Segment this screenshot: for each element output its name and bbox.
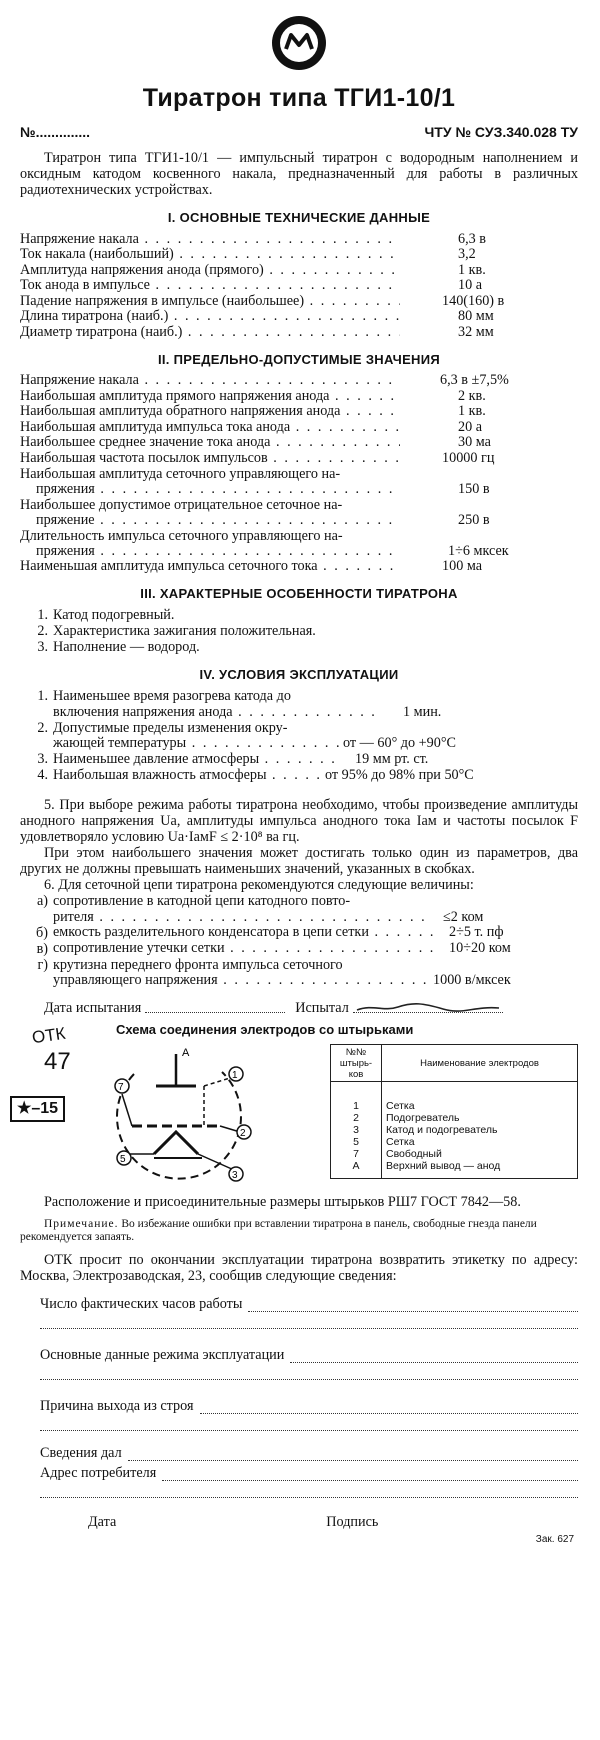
limit-label: Наибольшая амплитуда обратного напряжения анода . . . — [20, 403, 400, 419]
spec-value: 6,3 в — [458, 230, 486, 247]
list-item: 2. Характеристика зажигания положительная. — [37, 623, 316, 639]
limit-row-multiline — [20, 466, 578, 497]
list-item: 1. Катод подогревный. — [37, 607, 175, 623]
intro-paragraph: Тиратрон типа ТГИ1-10/1 — импульсный тиратрон с водородным наполнением и оксидным катодом косвенного накала, предназначенный для работы в различных радиотехнических устройствах. — [20, 150, 578, 198]
limit-label: Наименьшая амплитуда импульса сеточного тока . . . — [20, 558, 400, 574]
paragraph-5b: При этом наибольшего значения может достигать только один из параметров, два других не должны превышать наименьших значений, указанных в скобках. — [20, 845, 578, 877]
pin-label: 2 — [240, 1128, 246, 1139]
limit-label-line2: пряжение . . . — [20, 512, 400, 528]
spec-label: Ток накала (наибольший) . . . — [20, 246, 400, 262]
note-label: Примечание. — [44, 1218, 119, 1230]
spec-value: 1 кв. — [458, 261, 486, 278]
section-2-table — [20, 373, 578, 575]
limit-row — [20, 388, 578, 404]
signature-line — [20, 1514, 578, 1530]
limit-row-multiline — [20, 497, 578, 528]
page-title: Тиратрон типа ТГИ1-10/1 — [142, 84, 456, 112]
limit-row-multiline — [20, 528, 578, 559]
manufacturer-logo — [270, 14, 328, 72]
field-address-extra-line[interactable] — [40, 1481, 578, 1498]
date-label: Дата — [88, 1514, 117, 1530]
limit-label-line2: пряжения . . . — [20, 481, 400, 497]
number-label: №.............. — [20, 124, 91, 140]
paragraph-5: 5. При выборе режима работы тиратрона необходимо, чтобы произведение амплитуды анодного напряжения Ua, амплитуды импульса анодного тока Iам и частоты посылок F удовлетворяло условию Ua·IамF ≤ 2·10⁸ ва гц. — [20, 797, 578, 845]
list-item: 1. Наименьшее время разогрева катода до включения напряжения анода . . . 1 мин. — [26, 688, 578, 720]
limit-row — [20, 559, 578, 575]
features-list — [20, 607, 578, 655]
table-row: 1 2 3 5 7 А Сетка Подогреватель Катод и подогреватель Сетка Свободный Верхний вывод — анод — [331, 1082, 578, 1179]
pin-label: 3 — [232, 1170, 238, 1181]
list-item: 2. Допустимые пределы изменения окру- жающей температуры . . . от — 60° до +90°С — [26, 720, 578, 752]
limit-label-line2: пряжения . . . — [20, 543, 400, 559]
section-4-heading: IV. УСЛОВИЯ ЭКСПЛУАТАЦИИ — [199, 667, 399, 682]
limit-label: Напряжение накала . . . — [20, 372, 400, 388]
pin-table-header — [331, 1045, 578, 1082]
list-item: б) емкость разделительного конденсатора в цепи сетки . . . 2÷5 т. пф — [26, 925, 578, 941]
spec-value: 3,2 — [458, 246, 476, 262]
section-3-heading: III. ХАРАКТЕРНЫЕ ОСОБЕННОСТИ ТИРАТРОНА — [140, 586, 458, 601]
otk-stamp: ОТК — [30, 1023, 67, 1048]
condition-value: от — 60° до +90°С — [343, 735, 456, 751]
list-item: 3. Наполнение — водород. — [37, 639, 200, 655]
spec-value: 32 мм — [458, 323, 494, 340]
condition-value: 1 мин. — [403, 703, 442, 720]
condition-value: от 95% до 98% при 50°С — [325, 766, 474, 783]
field-mode-extra-line[interactable] — [40, 1363, 578, 1380]
field-reason-extra-line[interactable] — [40, 1414, 578, 1431]
return-request: ОТК просит по окончании эксплуатации тиратрона возвратить этикетку по адресу: Москва, Электрозаводская, 23, сообщив следующие сведения: — [20, 1252, 578, 1284]
list-item: 4. Наибольшая влажность атмосферы . . . от 95% до 98% при 50°С — [26, 767, 578, 783]
tested-by-label: Испытал — [295, 1000, 349, 1016]
note — [20, 1218, 578, 1244]
signature-label: Подпись — [326, 1514, 379, 1530]
section-2-heading: II. ПРЕДЕЛЬНО-ДОПУСТИМЫЕ ЗНАЧЕНИЯ — [157, 351, 441, 367]
spec-label: Напряжение накала . . . — [20, 231, 400, 247]
limit-value: 250 в — [458, 511, 490, 528]
spec-row — [20, 247, 578, 263]
limit-label-line1: Наибольшая амплитуда сеточного управляющего на- — [20, 465, 341, 482]
electrode-header: Наименование электродов — [382, 1045, 578, 1082]
otk-stamp-number: 47 — [44, 1048, 71, 1075]
section-1-heading: I. ОСНОВНЫЕ ТЕХНИЧЕСКИЕ ДАННЫЕ — [167, 210, 431, 225]
pin-label: 1 — [232, 1070, 238, 1081]
pin-label: 7 — [118, 1082, 124, 1093]
limit-row — [20, 404, 578, 420]
pin-layout-note: Расположение и присоединительные размеры штырьков РШ7 ГОСТ 7842—58. — [44, 1194, 521, 1210]
limit-row — [20, 419, 578, 435]
field-mode[interactable]: Основные данные режима эксплуатации — [20, 1347, 578, 1363]
limit-label: Наибольшая амплитуда прямого напряжения анода . . . — [20, 388, 400, 404]
note-text: Во избежание ошибки при вставлении тиратрона в панель, свободные гнезда панели рекомендуется запаять. — [20, 1218, 537, 1243]
condition-value: 19 мм рт. ст. — [355, 750, 429, 767]
limit-row — [20, 450, 578, 466]
spec-row — [20, 231, 578, 247]
spec-label: Длина тиратрона (наиб.) . . . — [20, 308, 400, 324]
field-hours[interactable]: Число фактических часов работы — [20, 1296, 578, 1312]
spec-row — [20, 324, 578, 340]
spec-label: Диаметр тиратрона (наиб.) . . . — [20, 324, 400, 340]
spec-number: ЧТУ № СУЗ.340.028 ТУ — [424, 124, 578, 140]
limit-label-line1: Длительность импульса сеточного управляющего на- — [20, 527, 343, 544]
list-item: в) сопротивление утечки сетки . . . 10÷20 ком — [26, 941, 578, 957]
spec-row — [20, 293, 578, 309]
spec-row — [20, 309, 578, 325]
limit-value: 20 а — [458, 418, 483, 435]
doc-number-line — [20, 124, 578, 140]
field-address[interactable]: Адрес потребителя — [20, 1465, 578, 1481]
limit-value: 30 ма — [458, 434, 491, 450]
field-gave[interactable]: Сведения дал — [20, 1445, 578, 1461]
tested-by-signature[interactable] — [353, 1000, 503, 1013]
limit-value: 2 кв. — [458, 387, 486, 404]
limit-label: Наибольшая частота посылок импульсов . . . — [20, 450, 400, 466]
star-stamp: ★–15 — [10, 1096, 65, 1122]
list-item: 3. Наименьшее давление атмосферы . . . 19 мм рт. ст. — [26, 751, 578, 767]
spec-value: 80 мм — [458, 308, 494, 324]
grid-circuit-list — [20, 893, 578, 988]
conditions-list — [20, 688, 578, 783]
limit-value: 100 ма — [442, 558, 483, 574]
limit-label-line1: Наибольшее допустимое отрицательное сеточное на- — [20, 496, 343, 513]
limit-value: 150 в — [458, 480, 490, 497]
section-1-table — [20, 231, 578, 340]
paragraph-6: 6. Для сеточной цепи тиратрона рекомендуются следующие величины: — [44, 877, 474, 893]
limit-value: 1÷6 мксек — [448, 542, 509, 559]
list-item: а) сопротивление в катодной цепи катодного повто- рителя . . . ≤2 ком — [26, 893, 578, 925]
limit-value: 10000 гц — [442, 449, 495, 466]
pin-label: 5 — [120, 1154, 126, 1165]
pin-label: А — [182, 1047, 190, 1059]
limit-value: 1 кв. — [458, 403, 486, 419]
spec-value: 140(160) в — [442, 292, 505, 309]
test-date-label: Дата испытания — [44, 1000, 142, 1016]
spec-label: Амплитуда напряжения анода (прямого) . . . — [20, 262, 400, 278]
spec-label: Ток анода в импульсе . . . — [20, 277, 400, 293]
test-date-field[interactable] — [145, 1000, 285, 1013]
limit-label: Наибольшее среднее значение тока анода . . . — [20, 434, 400, 450]
spec-row — [20, 278, 578, 294]
limit-value: 6,3 в ±7,5% — [440, 372, 509, 388]
limit-label: Наибольшая амплитуда импульса тока анода . . . — [20, 419, 400, 435]
pin-header: №№ штырь-ков — [331, 1045, 382, 1082]
pin-connection-diagram — [94, 1046, 284, 1196]
diagram-title: Схема соединения электродов со штырьками — [116, 1022, 414, 1037]
diagram-area — [17, 1022, 578, 1194]
test-line — [20, 1000, 578, 1016]
field-reason[interactable]: Причина выхода из строя — [20, 1398, 578, 1414]
list-item: г) крутизна переднего фронта импульса сеточного управляющего напряжения . . . 1000 в/мксек — [26, 957, 578, 989]
order-number: Зак. 627 — [535, 1534, 574, 1545]
field-hours-extra-line[interactable] — [40, 1312, 578, 1329]
limit-row — [20, 435, 578, 451]
pin-table — [330, 1044, 578, 1179]
limit-row — [20, 373, 578, 389]
spec-value: 10 а — [458, 277, 483, 293]
spec-row — [20, 262, 578, 278]
spec-label: Падение напряжения в импульсе (наибольшее) . . . — [20, 293, 400, 309]
